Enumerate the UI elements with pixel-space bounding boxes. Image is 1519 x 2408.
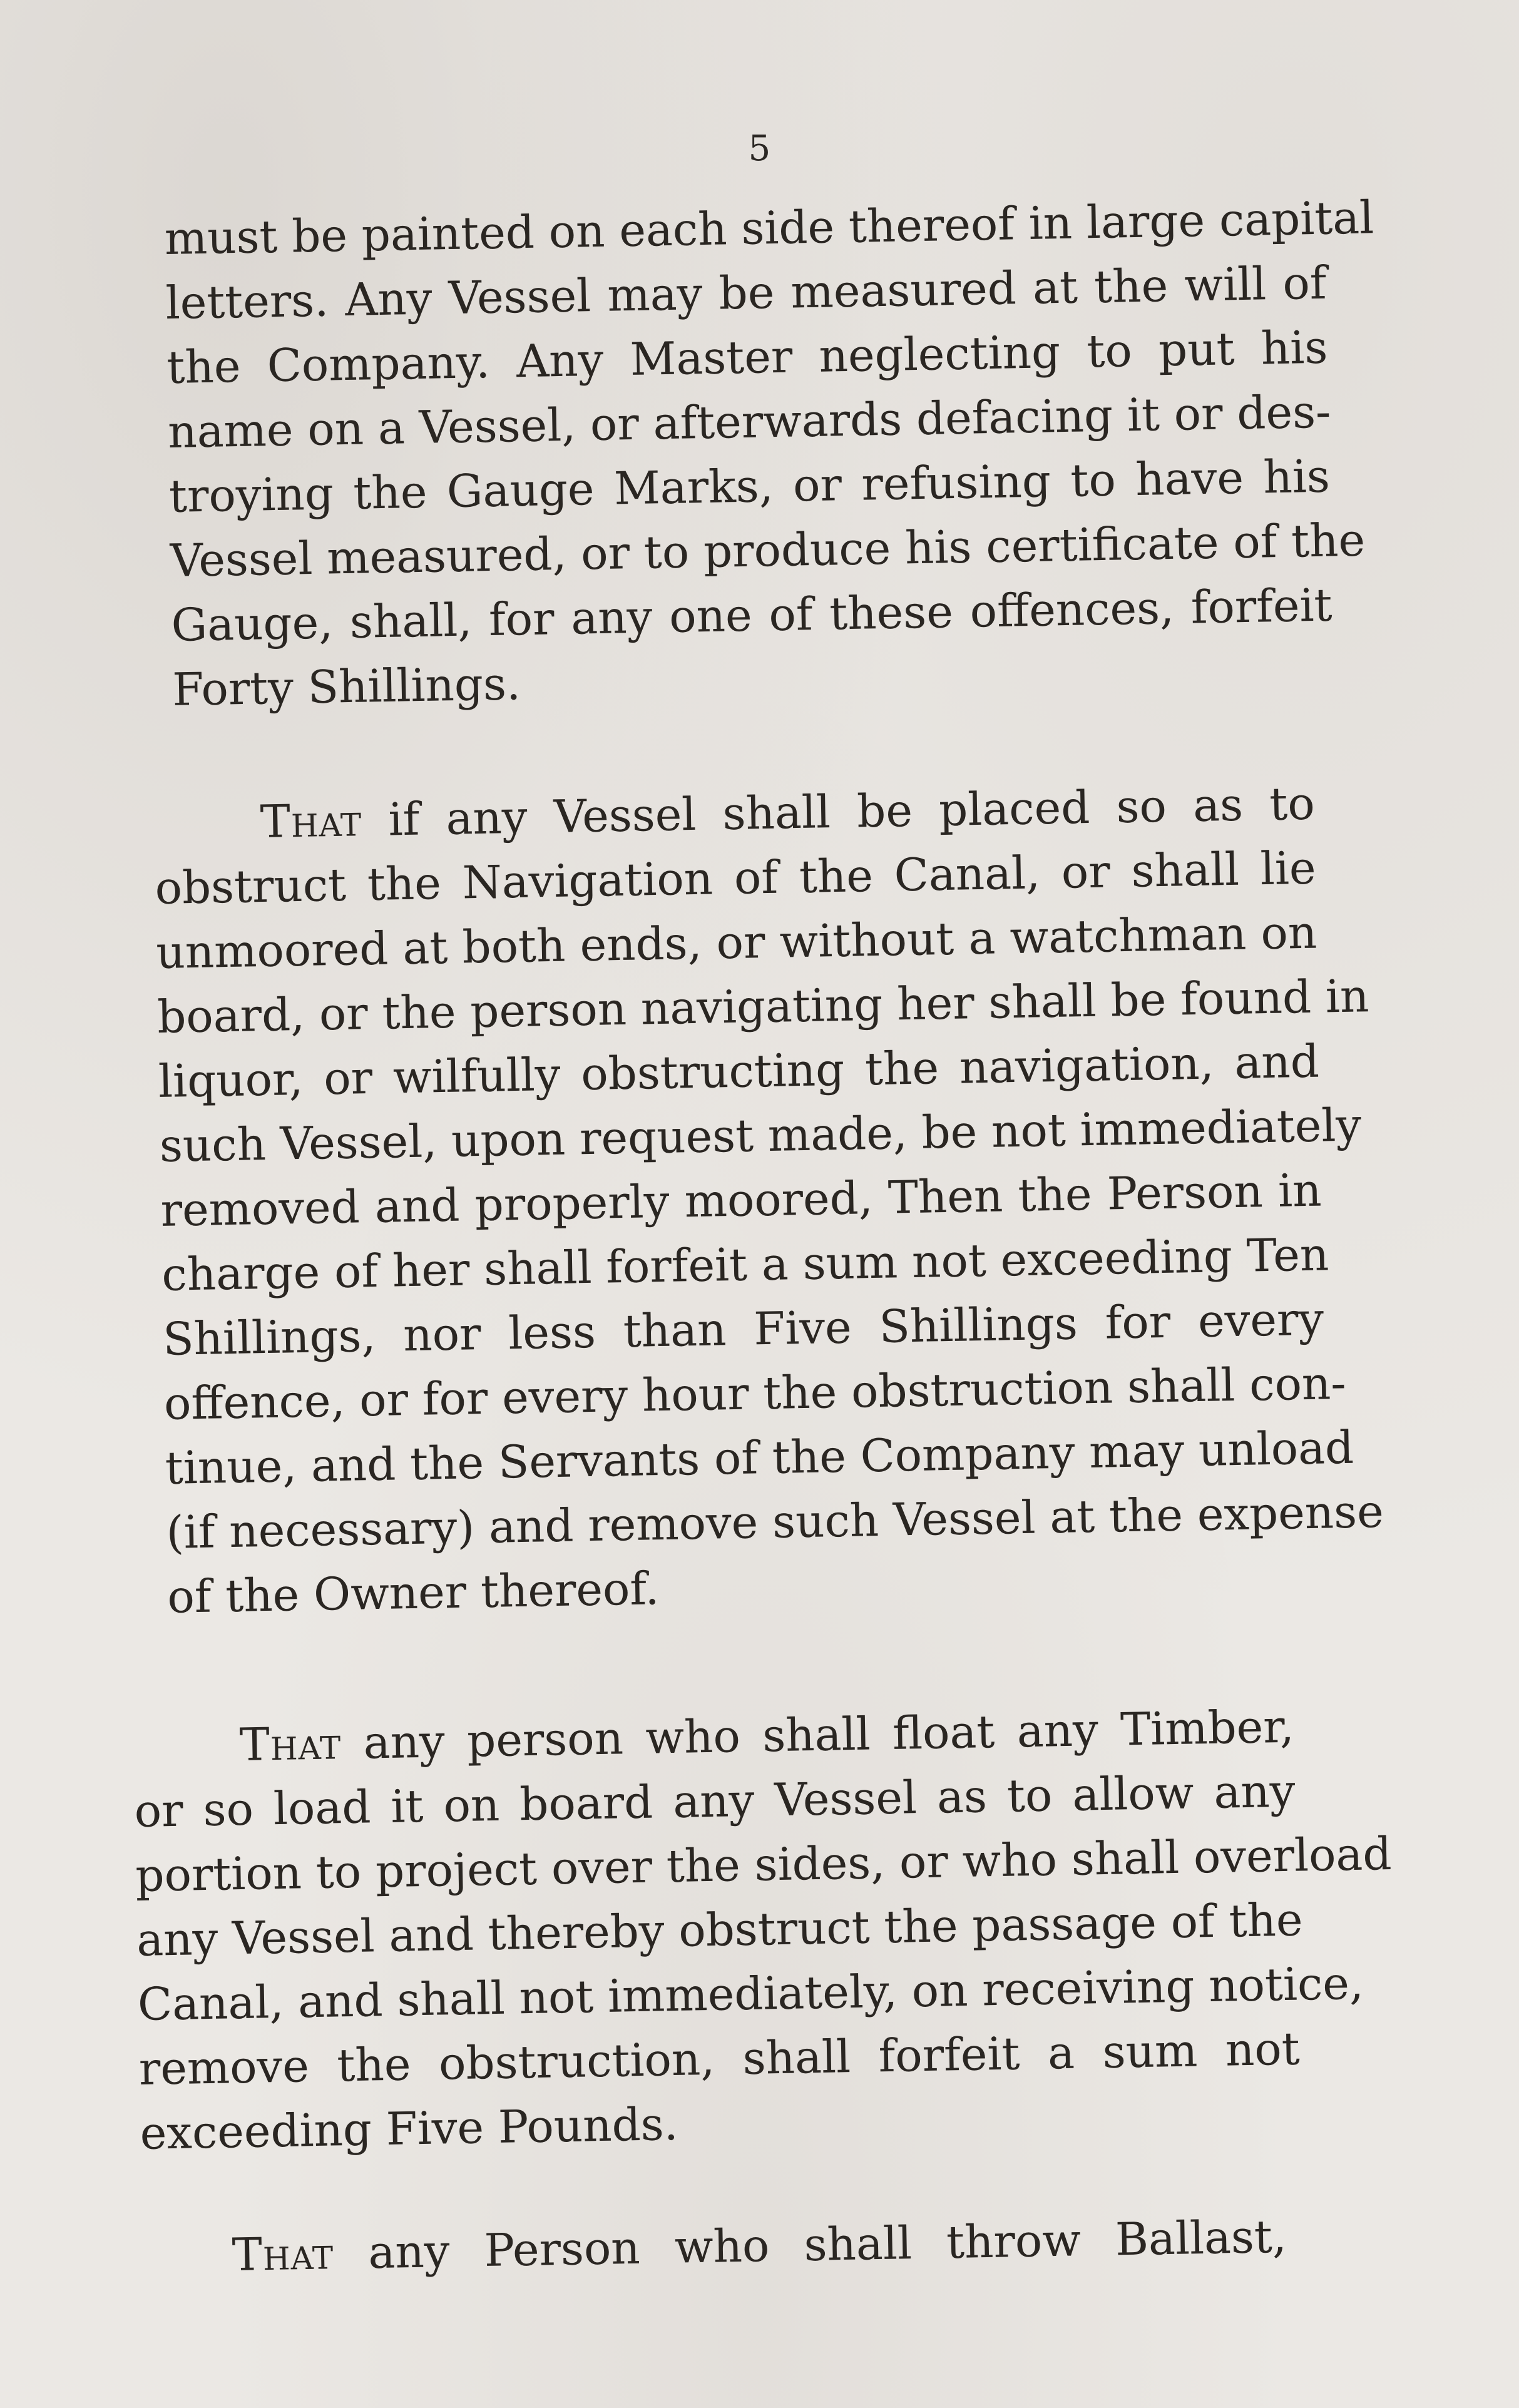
paragraph-line: exceeding Five Pounds. bbox=[139, 2097, 679, 2160]
paragraph-2 bbox=[153, 772, 1384, 1630]
paragraph-line: (if necessary) and remove such Vessel at the expense bbox=[165, 1484, 1384, 1559]
paragraph-line-text: any person who shall float any Timber, bbox=[340, 1700, 1295, 1770]
paragraph-3 bbox=[133, 1695, 1393, 2166]
paragraph-4 bbox=[125, 2205, 1287, 2289]
page-number: 5 bbox=[748, 128, 771, 169]
paragraph-line: Gauge, shall, for any one of these offences, forfeit bbox=[170, 578, 1333, 651]
paragraph-line: remove the obstruction, shall forfeit a sum not bbox=[138, 2022, 1301, 2095]
paragraph-1 bbox=[164, 186, 1374, 722]
paragraph-line: letters. Any Vessel may be measured at the will of bbox=[165, 256, 1327, 329]
paragraph-line: of the Owner thereof. bbox=[166, 1562, 660, 1623]
paragraph-line: liquor, or wilfully obstructing the navigation, and bbox=[158, 1034, 1320, 1108]
paragraph-line: any Vessel and thereby obstruct the passage of the bbox=[136, 1893, 1304, 1966]
small-caps-lead: That bbox=[239, 1717, 342, 1772]
paragraph-first-line bbox=[125, 2205, 1287, 2289]
paragraph-line: portion to project over the sides, or who shall overload bbox=[135, 1827, 1393, 1902]
paragraph-line: charge of her shall forfeit a sum not exceeding Ten bbox=[161, 1228, 1329, 1301]
paragraph-line-text: any Person who shall throw Ballast, bbox=[333, 2210, 1287, 2280]
paragraph-line: Canal, and shall not immediately, on receiving notice, bbox=[137, 1956, 1364, 2031]
paragraph-line: board, or the person navigating her shall be found in bbox=[156, 969, 1369, 1043]
small-caps-lead: That bbox=[260, 793, 362, 849]
paragraph-line: obstruct the Navigation of the Canal, or shall lie bbox=[154, 841, 1317, 914]
paragraph-line: or so load it on board any Vessel as to allow any bbox=[133, 1764, 1296, 1837]
paragraph-line: such Vessel, upon request made, be not immediately bbox=[159, 1098, 1362, 1172]
paragraph-line: troying the Gauge Marks, or refusing to have his bbox=[168, 449, 1331, 523]
paragraph-line: name on a Vessel, or afterwards defacing it or des- bbox=[167, 385, 1332, 458]
paragraph-line: unmoored at both ends, or without a watchman on bbox=[155, 906, 1317, 979]
paragraph-line: Vessel measured, or to produce his certificate of the bbox=[170, 513, 1366, 587]
paragraph-line: Forty Shillings. bbox=[171, 657, 521, 716]
paragraph-line: removed and properly moored, Then the Person in bbox=[160, 1163, 1322, 1237]
paragraph-line: tinue, and the Servants of the Company may unload bbox=[165, 1421, 1354, 1494]
small-caps-lead: That bbox=[232, 2227, 334, 2282]
paragraph-line: must be painted on each side thereof in large capital bbox=[164, 191, 1374, 265]
paragraph-line: the Company. Any Master neglecting to put his bbox=[166, 320, 1328, 394]
paragraph-line-text: if any Vessel shall be placed so as to bbox=[361, 777, 1316, 847]
paragraph-line: Shillings, nor less than Five Shillings for every bbox=[162, 1292, 1324, 1365]
paragraph-line: offence, or for every hour the obstruction shall con- bbox=[163, 1356, 1347, 1430]
